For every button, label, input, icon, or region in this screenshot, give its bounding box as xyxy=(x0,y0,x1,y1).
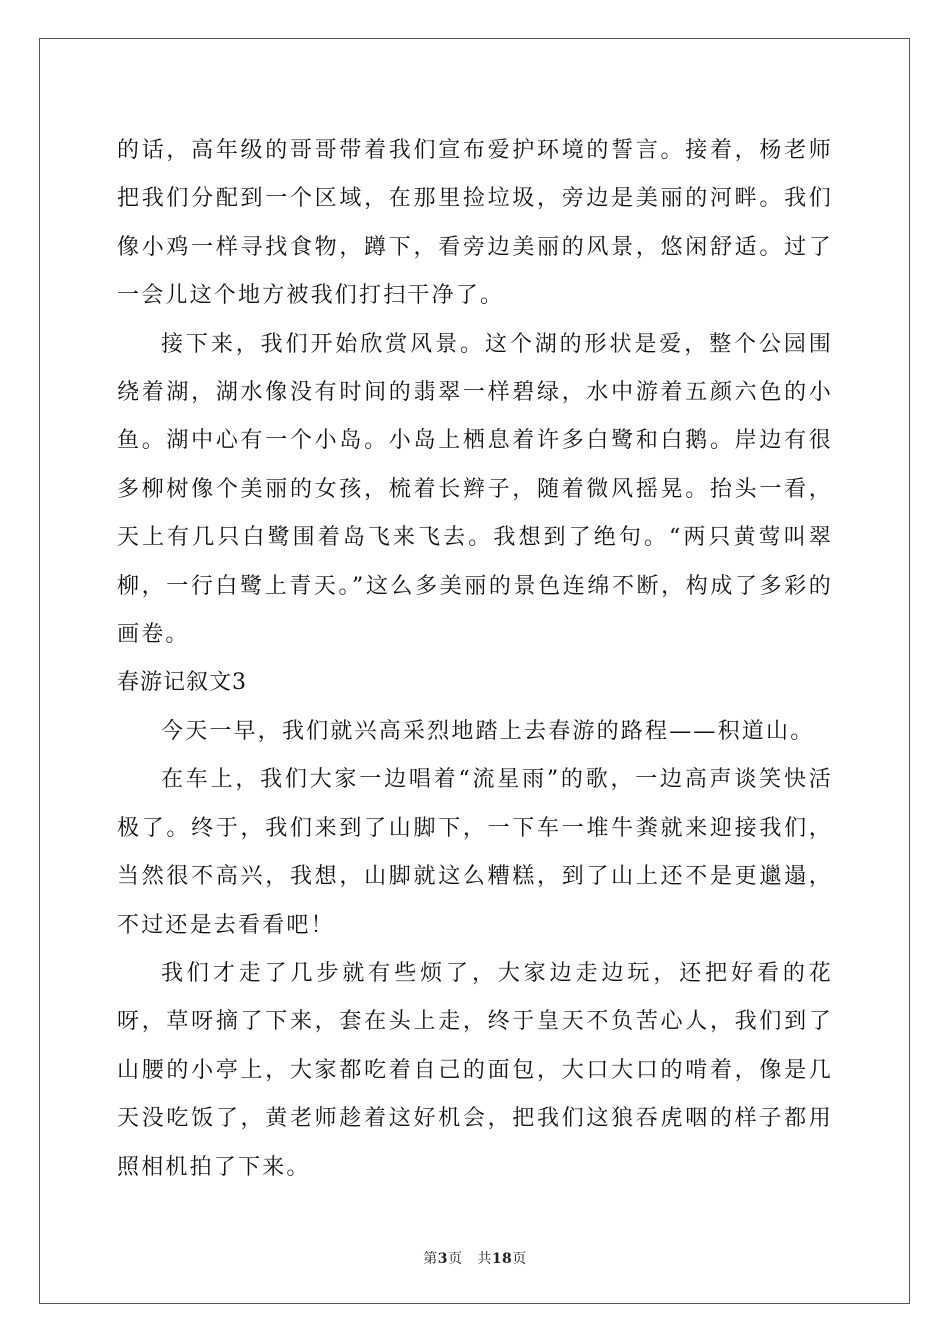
section-heading: 春游记叙文3 xyxy=(117,670,247,696)
document-body xyxy=(117,127,833,1192)
total-suffix: 页 xyxy=(512,1251,527,1267)
page-suffix: 页 xyxy=(447,1251,463,1267)
paragraph-2: 接下来，我们开始欣赏风景。这个湖的形状是爱，整个公园围绕着湖，湖水像没有时间的翡翠一样碧绿，水中游着五颜六色的小鱼。湖中心有一个小岛。小岛上栖息着许多白鹭和白鹅。岸边有很多柳树像个美丽的女孩，梳着长辫子，随着微风摇晃。抬头一看，天上有几只白鹭围着岛飞来飞去。我想到了绝句。“两只黄莺叫翠柳，一行白鹭上青天。”这么多美丽的景色连绵不断，构成了多彩的画卷。 xyxy=(117,331,833,648)
total-pages: 18 xyxy=(491,1251,513,1267)
paragraph-4: 在车上，我们大家一边唱着“流星雨”的歌，一边高声谈笑快活极了。终于，我们来到了山脚下，一下车一堆牛粪就来迎接我们，当然很不高兴，我想，山脚就这么糟糕，到了山上还不是更邋遢，不过还是去看看吧！ xyxy=(117,767,833,938)
paragraph-3: 今天一早，我们就兴高采烈地踏上去春游的路程——积道山。 xyxy=(161,718,815,744)
page-footer xyxy=(0,1248,950,1268)
total-prefix: 共 xyxy=(477,1251,492,1267)
paragraph-5: 我们才走了几步就有些烦了，大家边走边玩，还把好看的花呀，草呀摘了下来，套在头上走，终于皇天不负苦心人，我们到了山腰的小亭上，大家都吃着自己的面包，大口大口的啃着，像是几天没吃饭了，黄老师趁着这好机会，把我们这狼吞虎咽的样子都用照相机拍了下来。 xyxy=(117,960,833,1180)
page-number: 3 xyxy=(437,1251,448,1267)
page-prefix: 第 xyxy=(423,1251,438,1267)
paragraph-1: 的话，高年级的哥哥带着我们宣布爱护环境的誓言。接着，杨老师把我们分配到一个区域，在那里捡垃圾，旁边是美丽的河畔。我们像小鸡一样寻找食物，蹲下，看旁边美丽的风景，悠闲舒适。过了一会儿这个地方被我们打扫干净了。 xyxy=(117,138,833,309)
